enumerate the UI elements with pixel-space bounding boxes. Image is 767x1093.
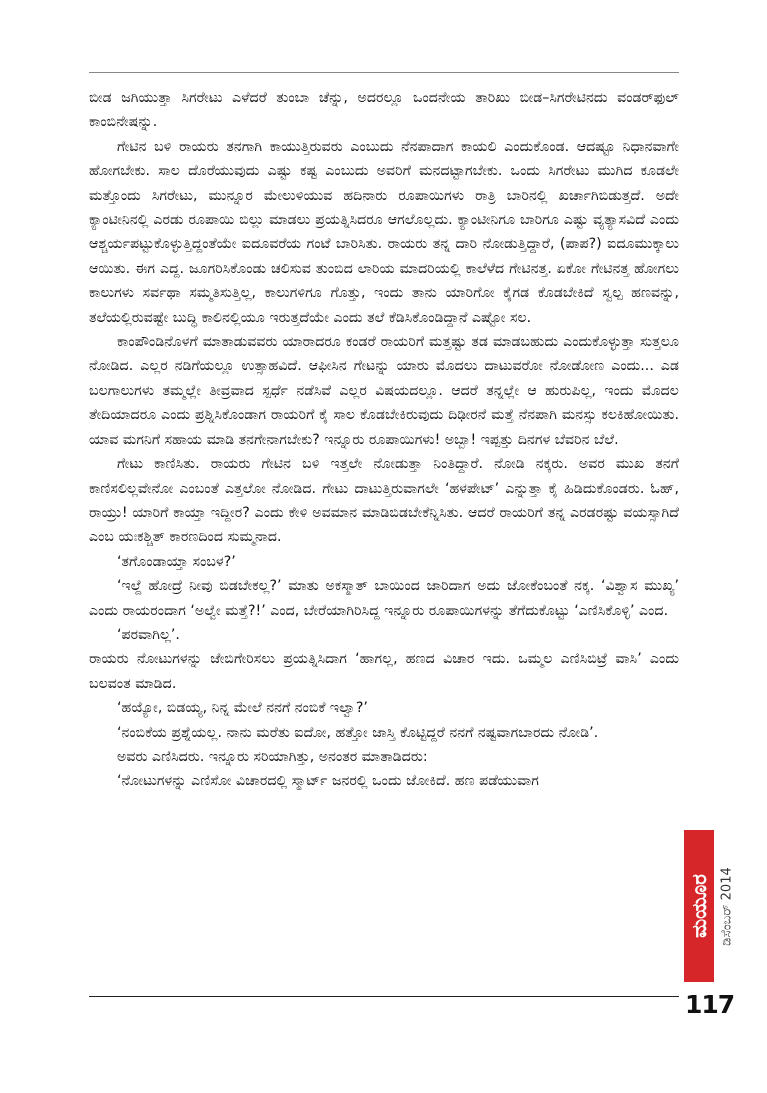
dialogue-line: ‘ನಂಬಿಕೆಯ ಪ್ರಶ್ನೆಯಲ್ಲ. ನಾನು ಮರೆತು ಐದೋ, ಹತ್ತೋ ಜಾಸ್ತಿ ಕೊಟ್ಟಿದ್ದರೆ ನನಗೆ ನಷ್ಟವಾಗಬಾರದು ನೋಡಿ’. xyxy=(117,724,599,741)
dialogue-line: ‘ತಗೊಂಡಾಯ್ತಾ ಸಂಬಳ?’ xyxy=(117,553,236,570)
dialogue-line: ‘ಪರವಾಗಿಲ್ಲ’. xyxy=(117,626,180,643)
paragraph: ಗೇಟು ಕಾಣಿಸಿತು. ರಾಯರು ಗೇಟಿನ ಬಳಿ ಇತ್ತಲೇ ನೋಡುತ್ತಾ ನಿಂತಿದ್ದಾರೆ. ನೋಡಿ ನಕ್ಕರು. ಅವರ ಮುಖ ತನಗೆ ಕಾಣಿಸಲಿಲ್ಲವೇನೋ ಎಂಬಂತೆ ಎತ್ತಲೋ ನೋಡಿದ. ಗೇಟು ದಾಟುತ್ತಿರುವಾಗಲೇ ‘ಹಳಪೇಟ್’ ಎನ್ನುತ್ತಾ ಕೈ ಹಿಡಿದುಕೊಂಡರು. ಓಹ್, ರಾಯ್ರು! ಯಾರಿಗೆ ಕಾಯ್ತಾ ಇದ್ದೀರ? ಎಂದು ಕೇಳಿ ಅವಮಾನ ಮಾಡಿಬಿಡಬೇಕೆನ್ನಿಸಿತು. ಆದರೆ ರಾಯರಿಗೆ ತನ್ನ ಎರಡರಷ್ಟು ವಯಸ್ಸಾಗಿದೆ ಎಂಬ ಯಃಕಶ್ಚಿತ್ ಕಾರಣದಿಂದ ಸುಮ್ಮನಾದ. xyxy=(89,456,679,546)
article-body xyxy=(89,86,679,794)
magazine-sidebar xyxy=(684,830,740,982)
footer-rule xyxy=(89,996,679,997)
dialogue-line: ‘ಹಯ್ಯೋ, ಬಿಡಯ್ಯ, ನಿನ್ನ ಮೇಲೆ ನನಗೆ ನಂಬಿಕೆ ಇಲ್ವಾ?’ xyxy=(117,700,368,717)
paragraph: ಕಾಂಪೌಂಡಿನೊಳಗೆ ಮಾತಾಡುವವರು ಯಾರಾದರೂ ಕಂಡರೆ ರಾಯರಿಗೆ ಮತ್ತಷ್ಟು ತಡ ಮಾಡಬಹುದು ಎಂದುಕೊಳ್ಳುತ್ತಾ ಸುತ್ತಲೂ ನೋಡಿದ. ಎಲ್ಲರ ನಡಿಗೆಯಲ್ಲೂ ಉತ್ಸಾಹವಿದೆ. ಆಫೀಸಿನ ಗೇಟನ್ನು ಯಾರು ಮೊದಲು ದಾಟುವರೋ ನೋಡೋಣ ಎಂದು... ಎಡ ಬಲಗಾಲುಗಳು ತಮ್ಮಲ್ಲೇ ತೀವ್ರವಾದ ಸ್ಪರ್ಧೆ ನಡೆಸಿವೆ ಎಲ್ಲರ ವಿಷಯದಲ್ಲೂ. ಆದರೆ ತನ್ನಲ್ಲೇ ಆ ಹುರುಪಿಲ್ಲ, ಇಂದು ಮೊದಲ ತೇದಿಯಾದರೂ ಎಂದು ಪ್ರಶ್ನಿಸಿಕೊಂಡಾಗ ರಾಯರಿಗೆ ಕೈ ಸಾಲ ಕೊಡಬೇಕಿರುವುದು ದಿಢೀರನೆ ಮತ್ತೆ ನೆನಪಾಗಿ ಮನಸ್ಸು ಕಲಕಿಹೋಯಿತು. ಯಾವ ಮಗನಿಗೆ ಸಹಾಯ ಮಾಡಿ ತನಗೇನಾಗಬೇಕು? ಇನ್ನೂರು ರೂಪಾಯಿಗಳು! ಅಬ್ಬಾ! ಇಪ್ಪತ್ತು ದಿನಗಳ ಬೆವರಿನ ಬೆಲೆ. xyxy=(89,334,679,448)
page-number: 117 xyxy=(685,990,735,1019)
magazine-logo xyxy=(684,830,714,982)
dialogue-line: ‘ನೋಟುಗಳನ್ನು ಎಣಿಸೋ ವಿಚಾರದಲ್ಲಿ ಸ್ಮಾರ್ಟ್ ಜನರಲ್ಲಿ ಒಂದು ಜೋಕಿದೆ. ಹಣ ಪಡೆಯುವಾಗ xyxy=(117,773,539,790)
issue-date-text: ಡಿಸೆಂಬರ್ 2014 xyxy=(719,866,735,946)
issue-date xyxy=(714,830,740,982)
magazine-logo-text: ಮಯೂರ xyxy=(687,874,711,938)
paragraph: ರಾಯರು ನೋಟುಗಳನ್ನು ಜೇಬಿಗೇರಿಸಲು ಪ್ರಯತ್ನಿಸಿದಾಗ ‘ಹಾಗಲ್ಲ, ಹಣದ ವಿಚಾರ ಇದು. ಒಮ್ಮಲ ಎಣಿಸಿಬಿಟ್ರೆ ವಾಸಿ’ ಎಂದು ಬಲವಂತ ಮಾಡಿದ. xyxy=(89,651,679,692)
paragraph: ಬೀಡ ಜಗಿಯುತ್ತಾ ಸಿಗರೇಟು ಎಳೆದರೆ ತುಂಬಾ ಚೆನ್ನು, ಅದರಲ್ಲೂ ಒಂದನೇಯ ತಾರಿಖು ಬೀಡ–ಸಿಗರೇಟಿನದು ವಂಡರ್‌ಫುಲ್ ಕಾಂಬಿನೇಷನ್ನು. xyxy=(89,90,679,131)
paragraph: ಅವರು ಎಣಿಸಿದರು. ಇನ್ನೂರು ಸರಿಯಾಗಿತ್ತು, ಅನಂತರ ಮಾತಾಡಿದರು: xyxy=(117,748,428,765)
paragraph: ಗೇಟಿನ ಬಳಿ ರಾಯರು ತನಗಾಗಿ ಕಾಯುತ್ತಿರುವರು ಎಂಬುದು ನೆನಪಾದಾಗ ಕಾಯಲಿ ಎಂದುಕೊಂಡ. ಆದಷ್ಟೂ ನಿಧಾನವಾಗೇ ಹೋಗಬೇಕು. ಸಾಲ ದೊರೆಯುವುದು ಎಷ್ಟು ಕಷ್ಟ ಎಂಬುದು ಅವರಿಗೆ ಮನದಟ್ಟಾಗಬೇಕು. ಒಂದು ಸಿಗರೇಟು ಮುಗಿದ ಕೂಡಲೇ ಮತ್ತೊಂದು ಸಿಗರೇಟು, ಮುನ್ನೂರ ಮೇಲುಳಿಯುವ ಹದಿನಾರು ರೂಪಾಯಿಗಳು ರಾತ್ರಿ ಬಾರಿನಲ್ಲಿ ಖರ್ಚಾಗಿಬಿಡುತ್ತದೆ. ಅದೇ ಕ್ಯಾಂಟೀನಿನಲ್ಲಿ ಎರಡು ರೂಪಾಯಿ ಬಿಲ್ಲು ಮಾಡಲು ಪ್ರಯತ್ನಿಸಿದರೂ ಆಗಲೊಲ್ಲದು. ಕ್ಯಾಂಟೀನಿಗೂ ಬಾರಿಗೂ ಎಷ್ಟು ವ್ಯತ್ಯಾಸವಿದೆ ಎಂದು ಆಶ್ಚರ್ಯಪಟ್ಟುಕೊಳ್ಳುತ್ತಿದ್ದಂತೆಯೇ ಐದೂವರೆಯ ಗಂಟೆ ಬಾರಿಸಿತು. ರಾಯರು ತನ್ನ ದಾರಿ ನೋಡುತ್ತಿದ್ದಾರೆ, (ಪಾಪ?) ಐದೂಮುಕ್ಕಾಲು ಆಯಿತು. ಈಗ ಎದ್ದ. ಜೂಗರಿಸಿಕೊಂಡು ಚಲಿಸುವ ತುಂಬಿದ ಲಾರಿಯ ಮಾದರಿಯಲ್ಲಿ ಕಾಲೆಳೆದ ಗೇಟಿನತ್ತ. ಏಕೋ ಗೇಟಿನತ್ತ ಹೋಗಲು ಕಾಲುಗಳು ಸರ್ವಥಾ ಸಮ್ಮತಿಸುತ್ತಿಲ್ಲ, ಕಾಲುಗಳಿಗೂ ಗೊತ್ತು, ಇಂದು ತಾನು ಯಾರಿಗೋ ಕೈಗಡ ಕೊಡಬೇಕಿದೆ ಸ್ವಲ್ಪ ಹಣವನ್ನು, ತಲೆಯಲ್ಲಿರುವಷ್ಟೇ ಬುದ್ಧಿ ಕಾಲಿನಲ್ಲಿಯೂ ಇರುತ್ತದೆಯೇ ಎಂದು ತಲೆ ಕೆಡಿಸಿಕೊಂಡಿದ್ದಾನೆ ಎಷ್ಟೋ ಸಲ. xyxy=(89,138,679,326)
dialogue-line: ‘ಇಲ್ದೆ ಹೋದ್ರೆ ನೀವು ಬಿಡಬೇಕಲ್ಲ?’ ಮಾತು ಅಕಸ್ಮಾತ್ ಬಾಯಿಂದ ಜಾರಿದಾಗ ಅದು ಜೋಕೆಂಬಂತೆ ನಕ್ಕ. ‘ವಿಶ್ವಾಸ ಮುಖ್ಯ’ ಎಂದು ರಾಯರಂದಾಗ ‘ಅಲ್ವೇ ಮತ್ತೆ?!’ ಎಂದ, ಬೇರೆಯಾಗಿರಿಸಿದ್ದ ಇನ್ನೂರು ರೂಪಾಯಿಗಳನ್ನು ತೆಗೆದುಕೊಟ್ಟು ‘ಎಣಿಸಿಕೊಳ್ಳಿ’ ಎಂದ. xyxy=(89,578,679,619)
header-rule xyxy=(89,72,679,73)
